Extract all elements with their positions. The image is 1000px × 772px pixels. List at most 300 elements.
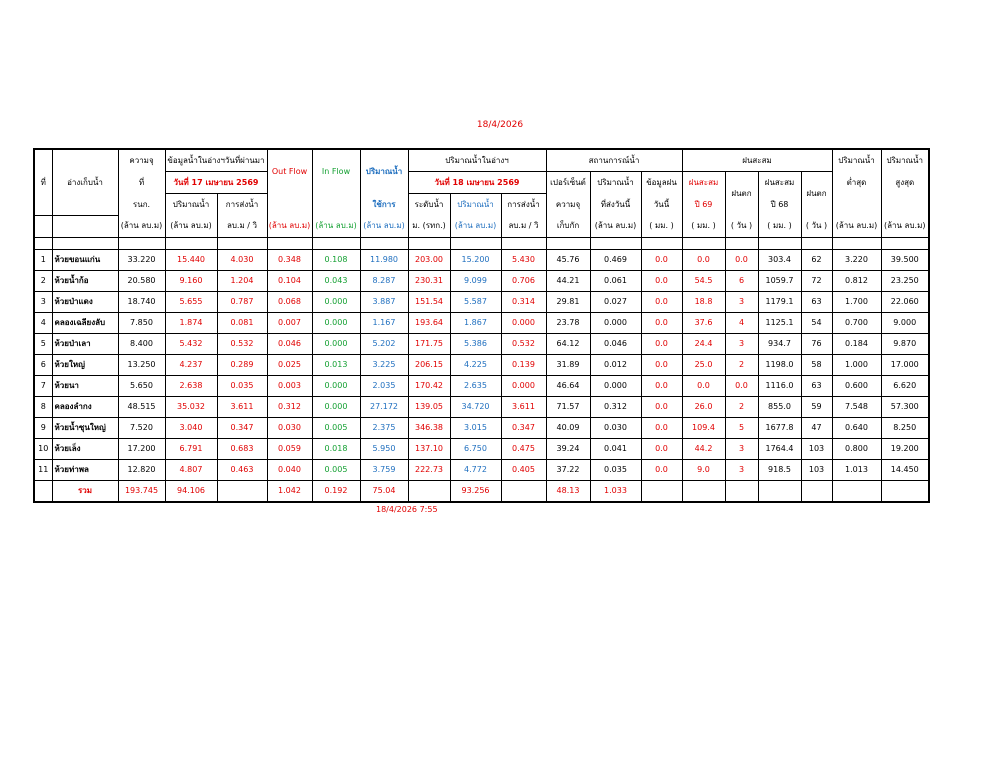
total-prev-volume: 94.106 [165,480,217,502]
cell-max: 23.250 [881,270,929,291]
cell-inflow: 0.000 [312,375,360,396]
cell-prev-volume: 5.655 [165,291,217,312]
header-rain68: ฝนสะสม [758,172,801,194]
header-prev-volume: ปริมาณน้ำ [165,194,217,216]
cell-capacity: 20.580 [118,270,165,291]
cell-reservoir-name: ห้วยขอนแก่น [52,249,118,270]
header-capacity-3: รนก. [118,194,165,216]
cell-usable: 8.287 [360,270,408,291]
cell-usable: 2.035 [360,375,408,396]
cell-cur-volume: 4.225 [450,354,501,375]
header-usable-2: ใช้การ [360,194,408,216]
cell-outflow: 0.003 [267,375,312,396]
header-prev-release: การส่งน้ำ [217,194,267,216]
cell-cur-volume: 2.635 [450,375,501,396]
cell-max: 22.060 [881,291,929,312]
cell-prev-volume: 1.874 [165,312,217,333]
header-row-2 [34,172,929,194]
header-capacity-1: ความจุ [118,149,165,172]
cell-cur-volume: 3.015 [450,417,501,438]
cell-reservoir-name: ห้วยนา [52,375,118,396]
cell-min: 3.220 [832,249,881,270]
timestamp: 18/4/2026 7:55 [376,505,438,514]
cell-rain-today: 0.0 [641,312,682,333]
cell-cur-volume: 15.200 [450,249,501,270]
cell-prev-release: 1.204 [217,270,267,291]
total-inflow: 0.192 [312,480,360,502]
cell-rain-today: 0.0 [641,333,682,354]
cell-outflow: 0.040 [267,459,312,480]
cell-min: 1.700 [832,291,881,312]
cell-percent: 45.76 [546,249,590,270]
cell-released: 0.061 [590,270,641,291]
cell-days68: 58 [801,354,832,375]
cell-inflow: 0.000 [312,312,360,333]
header-status-group: สถานการณ์น้ำ [546,149,682,172]
cell-reservoir-name: คลองเฉลียงลับ [52,312,118,333]
cell-no: 11 [34,459,52,480]
cell-days69: 3 [725,291,758,312]
cell-days68: 103 [801,459,832,480]
cell-inflow: 0.043 [312,270,360,291]
cell-days69: 2 [725,354,758,375]
cell-released: 0.046 [590,333,641,354]
header-reservoir: อ่างเก็บน้ำ [52,149,118,215]
cell-days69: 2 [725,396,758,417]
cell-prev-volume: 4.237 [165,354,217,375]
cell-cur-level: 171.75 [408,333,450,354]
total-percent: 48.13 [546,480,590,502]
header-prev-volume-unit: (ล้าน ลบ.ม) [165,215,217,237]
cell-cur-level: 151.54 [408,291,450,312]
cell-inflow: 0.000 [312,333,360,354]
cell-rain68: 1116.0 [758,375,801,396]
cell-released: 0.027 [590,291,641,312]
table-row [34,270,929,291]
cell-cur-volume: 1.867 [450,312,501,333]
cell-capacity: 7.850 [118,312,165,333]
reservoir-table [33,148,930,503]
cell-no: 6 [34,354,52,375]
table-row [34,354,929,375]
cell-days68: 76 [801,333,832,354]
header-cur-release: การส่งน้ำ [501,194,546,216]
table-row [34,396,929,417]
cell-cur-level: 203.00 [408,249,450,270]
cell-rain-today: 0.0 [641,354,682,375]
cell-outflow: 0.059 [267,438,312,459]
cell-capacity: 17.200 [118,438,165,459]
header-min: ปริมาณน้ำ [832,149,881,172]
cell-percent: 40.09 [546,417,590,438]
table-row [34,375,929,396]
cell-rain68: 1764.4 [758,438,801,459]
header-cur-group: ปริมาณน้ำในอ่างฯ [408,149,546,172]
header-percent-2: ความจุ [546,194,590,216]
header-row-3 [34,194,929,216]
cell-rain68: 1125.1 [758,312,801,333]
cell-no: 5 [34,333,52,354]
cell-outflow: 0.104 [267,270,312,291]
cell-cur-release: 5.430 [501,249,546,270]
cell-min: 0.640 [832,417,881,438]
header-min-2: ต่ำสุด [832,172,881,194]
header-prev-group: ข้อมูลน้ำในอ่างฯวันที่ผ่านมา [165,149,267,172]
cell-cur-volume: 5.587 [450,291,501,312]
cell-usable: 3.225 [360,354,408,375]
cell-inflow: 0.013 [312,354,360,375]
cell-cur-level: 230.31 [408,270,450,291]
total-released: 1.033 [590,480,641,502]
header-prev-release-unit: ลบ.ม / วิ [217,215,267,237]
cell-rain69: 24.4 [682,333,725,354]
header-percent-3: เก็บกัก [546,215,590,237]
cell-no: 3 [34,291,52,312]
cell-cur-volume: 9.099 [450,270,501,291]
header-cur-volume-unit: (ล้าน ลบ.ม) [450,215,501,237]
cell-prev-volume: 15.440 [165,249,217,270]
cell-days69: 3 [725,459,758,480]
cell-percent: 44.21 [546,270,590,291]
cell-capacity: 33.220 [118,249,165,270]
cell-capacity: 13.250 [118,354,165,375]
cell-prev-release: 0.532 [217,333,267,354]
cell-released: 0.012 [590,354,641,375]
cell-min: 1.013 [832,459,881,480]
cell-prev-release: 0.683 [217,438,267,459]
cell-days69: 4 [725,312,758,333]
cell-percent: 23.78 [546,312,590,333]
cell-capacity: 48.515 [118,396,165,417]
cell-prev-release: 0.347 [217,417,267,438]
cell-outflow: 0.348 [267,249,312,270]
cell-rain68: 1179.1 [758,291,801,312]
total-row [34,480,929,502]
cell-cur-volume: 5.386 [450,333,501,354]
cell-reservoir-name: ห้วยน้ำก้อ [52,270,118,291]
cell-prev-volume: 4.807 [165,459,217,480]
cell-rain69: 44.2 [682,438,725,459]
cell-inflow: 0.108 [312,249,360,270]
cell-usable: 3.759 [360,459,408,480]
header-days68: ฝนตก [801,172,832,216]
report-date: 18/4/2026 [476,120,524,130]
header-cur-level-unit: ม. (รทก.) [408,215,450,237]
header-rain69: ฝนสะสม [682,172,725,194]
header-cur-release-unit: ลบ.ม / วิ [501,215,546,237]
cell-prev-release: 0.081 [217,312,267,333]
header-rain-today-unit: ( มม. ) [641,215,682,237]
cell-cur-release: 0.706 [501,270,546,291]
cell-outflow: 0.030 [267,417,312,438]
cell-max: 9.000 [881,312,929,333]
cell-rain69: 109.4 [682,417,725,438]
table-row [34,249,929,270]
total-outflow: 1.042 [267,480,312,502]
cell-max: 17.000 [881,354,929,375]
cell-days69: 6 [725,270,758,291]
header-cur-date: วันที่ 18 เมษายน 2569 [408,172,546,194]
table-row [34,459,929,480]
cell-rain68: 1059.7 [758,270,801,291]
cell-days68: 62 [801,249,832,270]
header-min-unit: (ล้าน ลบ.ม) [832,215,881,237]
header-days69-unit: ( วัน ) [725,215,758,237]
cell-released: 0.035 [590,459,641,480]
cell-outflow: 0.025 [267,354,312,375]
cell-rain69: 18.8 [682,291,725,312]
cell-days69: 5 [725,417,758,438]
cell-rain69: 54.5 [682,270,725,291]
cell-rain69: 0.0 [682,249,725,270]
cell-outflow: 0.068 [267,291,312,312]
cell-cur-volume: 34.720 [450,396,501,417]
cell-outflow: 0.312 [267,396,312,417]
cell-cur-release: 0.139 [501,354,546,375]
header-released: ปริมาณน้ำ [590,172,641,194]
cell-max: 14.450 [881,459,929,480]
cell-max: 19.200 [881,438,929,459]
cell-percent: 29.81 [546,291,590,312]
cell-no: 1 [34,249,52,270]
cell-outflow: 0.007 [267,312,312,333]
cell-prev-volume: 5.432 [165,333,217,354]
header-cur-volume: ปริมาณน้ำ [450,194,501,216]
header-inflow: In Flow [312,149,360,194]
header-row-1 [34,149,929,172]
header-days69: ฝนตก [725,172,758,216]
cell-usable: 27.172 [360,396,408,417]
cell-rain-today: 0.0 [641,459,682,480]
cell-prev-release: 0.787 [217,291,267,312]
header-max-2: สูงสุด [881,172,929,194]
header-no: ที่ [34,149,52,215]
cell-reservoir-name: ห้วยใหญ่ [52,354,118,375]
cell-reservoir-name: ห้วยท่าพล [52,459,118,480]
cell-rain-today: 0.0 [641,438,682,459]
cell-rain-today: 0.0 [641,417,682,438]
cell-inflow: 0.018 [312,438,360,459]
cell-days69: 3 [725,333,758,354]
cell-reservoir-name: ห้วยป่าแดง [52,291,118,312]
cell-days68: 54 [801,312,832,333]
cell-rain68: 918.5 [758,459,801,480]
cell-cur-release: 0.532 [501,333,546,354]
cell-percent: 46.64 [546,375,590,396]
cell-percent: 64.12 [546,333,590,354]
cell-reservoir-name: คลองลำกง [52,396,118,417]
cell-usable: 1.167 [360,312,408,333]
cell-rain69: 0.0 [682,375,725,396]
cell-capacity: 5.650 [118,375,165,396]
table-row [34,291,929,312]
total-usable: 75.04 [360,480,408,502]
cell-min: 0.184 [832,333,881,354]
cell-days69: 0.0 [725,249,758,270]
table-row [34,333,929,354]
header-row-4 [34,215,929,237]
cell-days68: 72 [801,270,832,291]
cell-rain69: 25.0 [682,354,725,375]
cell-reservoir-name: ห้วยน้ำซุนใหญ่ [52,417,118,438]
header-usable: ปริมาณน้ำ [360,149,408,194]
header-rain-group: ฝนสะสม [682,149,832,172]
cell-capacity: 18.740 [118,291,165,312]
table-row [34,438,929,459]
cell-released: 0.312 [590,396,641,417]
cell-days69: 3 [725,438,758,459]
cell-rain68: 1677.8 [758,417,801,438]
cell-cur-level: 206.15 [408,354,450,375]
cell-outflow: 0.046 [267,333,312,354]
cell-usable: 2.375 [360,417,408,438]
header-released-2: ที่ส่งวันนี้ [590,194,641,216]
cell-cur-level: 139.05 [408,396,450,417]
header-days68-unit: ( วัน ) [801,215,832,237]
total-label: รวม [52,480,118,502]
cell-capacity: 8.400 [118,333,165,354]
cell-percent: 37.22 [546,459,590,480]
cell-rain-today: 0.0 [641,291,682,312]
cell-released: 0.469 [590,249,641,270]
cell-no: 2 [34,270,52,291]
cell-capacity: 7.520 [118,417,165,438]
cell-no: 10 [34,438,52,459]
header-capacity-unit: (ล้าน ลบ.ม) [118,215,165,237]
header-cur-level: ระดับน้ำ [408,194,450,216]
table-row [34,417,929,438]
cell-prev-release: 4.030 [217,249,267,270]
cell-capacity: 12.820 [118,459,165,480]
cell-cur-release: 0.000 [501,375,546,396]
cell-prev-release: 0.035 [217,375,267,396]
cell-no: 8 [34,396,52,417]
cell-released: 0.030 [590,417,641,438]
cell-max: 9.870 [881,333,929,354]
cell-days68: 63 [801,375,832,396]
cell-rain68: 855.0 [758,396,801,417]
cell-no: 4 [34,312,52,333]
header-rain-today-2: วันนี้ [641,194,682,216]
cell-cur-release: 3.611 [501,396,546,417]
total-cur-volume: 93.256 [450,480,501,502]
cell-prev-volume: 9.160 [165,270,217,291]
cell-usable: 5.950 [360,438,408,459]
cell-rain68: 934.7 [758,333,801,354]
header-max-unit: (ล้าน ลบ.ม) [881,215,929,237]
cell-cur-release: 0.000 [501,312,546,333]
table-row [34,312,929,333]
cell-rain68: 303.4 [758,249,801,270]
cell-cur-level: 346.38 [408,417,450,438]
cell-rain69: 37.6 [682,312,725,333]
header-prev-date: วันที่ 17 เมษายน 2569 [165,172,267,194]
cell-cur-level: 137.10 [408,438,450,459]
cell-prev-release: 0.289 [217,354,267,375]
cell-prev-volume: 3.040 [165,417,217,438]
cell-released: 0.000 [590,375,641,396]
header-inflow-unit: (ล้าน ลบ.ม) [312,215,360,237]
cell-percent: 31.89 [546,354,590,375]
cell-prev-volume: 2.638 [165,375,217,396]
cell-rain-today: 0.0 [641,270,682,291]
cell-days68: 47 [801,417,832,438]
header-usable-unit: (ล้าน ลบ.ม) [360,215,408,237]
cell-inflow: 0.000 [312,396,360,417]
cell-inflow: 0.005 [312,417,360,438]
cell-min: 0.700 [832,312,881,333]
cell-inflow: 0.005 [312,459,360,480]
cell-days68: 103 [801,438,832,459]
cell-cur-level: 193.64 [408,312,450,333]
cell-reservoir-name: ห้วยเล็ง [52,438,118,459]
cell-prev-release: 0.463 [217,459,267,480]
cell-cur-release: 0.475 [501,438,546,459]
header-rain68-unit: ( มม. ) [758,215,801,237]
cell-prev-volume: 6.791 [165,438,217,459]
spacer-row [34,237,929,249]
header-outflow: Out Flow [267,149,312,194]
cell-usable: 11.980 [360,249,408,270]
cell-min: 0.600 [832,375,881,396]
header-released-unit: (ล้าน ลบ.ม) [590,215,641,237]
cell-max: 39.500 [881,249,929,270]
cell-cur-release: 0.405 [501,459,546,480]
cell-prev-release: 3.611 [217,396,267,417]
cell-rain69: 26.0 [682,396,725,417]
header-rain69-2: ปี 69 [682,194,725,216]
header-percent: เปอร์เซ็นต์ [546,172,590,194]
cell-rain-today: 0.0 [641,396,682,417]
header-rain-today: ข้อมูลฝน [641,172,682,194]
header-capacity-2: ที่ [118,172,165,194]
cell-usable: 5.202 [360,333,408,354]
cell-prev-volume: 35.032 [165,396,217,417]
cell-min: 1.000 [832,354,881,375]
cell-no: 7 [34,375,52,396]
cell-no: 9 [34,417,52,438]
cell-percent: 39.24 [546,438,590,459]
cell-min: 7.548 [832,396,881,417]
header-max: ปริมาณน้ำ [881,149,929,172]
cell-cur-release: 0.347 [501,417,546,438]
cell-reservoir-name: ห้วยป่าเลา [52,333,118,354]
cell-rain-today: 0.0 [641,249,682,270]
header-outflow-unit: (ล้าน ลบ.ม) [267,215,312,237]
cell-days68: 59 [801,396,832,417]
header-rain68-2: ปี 68 [758,194,801,216]
cell-inflow: 0.000 [312,291,360,312]
cell-percent: 71.57 [546,396,590,417]
cell-cur-volume: 6.750 [450,438,501,459]
header-rain69-unit: ( มม. ) [682,215,725,237]
cell-cur-level: 170.42 [408,375,450,396]
cell-min: 0.812 [832,270,881,291]
cell-max: 57.300 [881,396,929,417]
cell-cur-level: 222.73 [408,459,450,480]
cell-cur-release: 0.314 [501,291,546,312]
cell-rain68: 1198.0 [758,354,801,375]
cell-max: 6.620 [881,375,929,396]
cell-rain-today: 0.0 [641,375,682,396]
cell-released: 0.041 [590,438,641,459]
cell-days69: 0.0 [725,375,758,396]
cell-usable: 3.887 [360,291,408,312]
cell-rain69: 9.0 [682,459,725,480]
cell-cur-volume: 4.772 [450,459,501,480]
cell-released: 0.000 [590,312,641,333]
cell-max: 8.250 [881,417,929,438]
